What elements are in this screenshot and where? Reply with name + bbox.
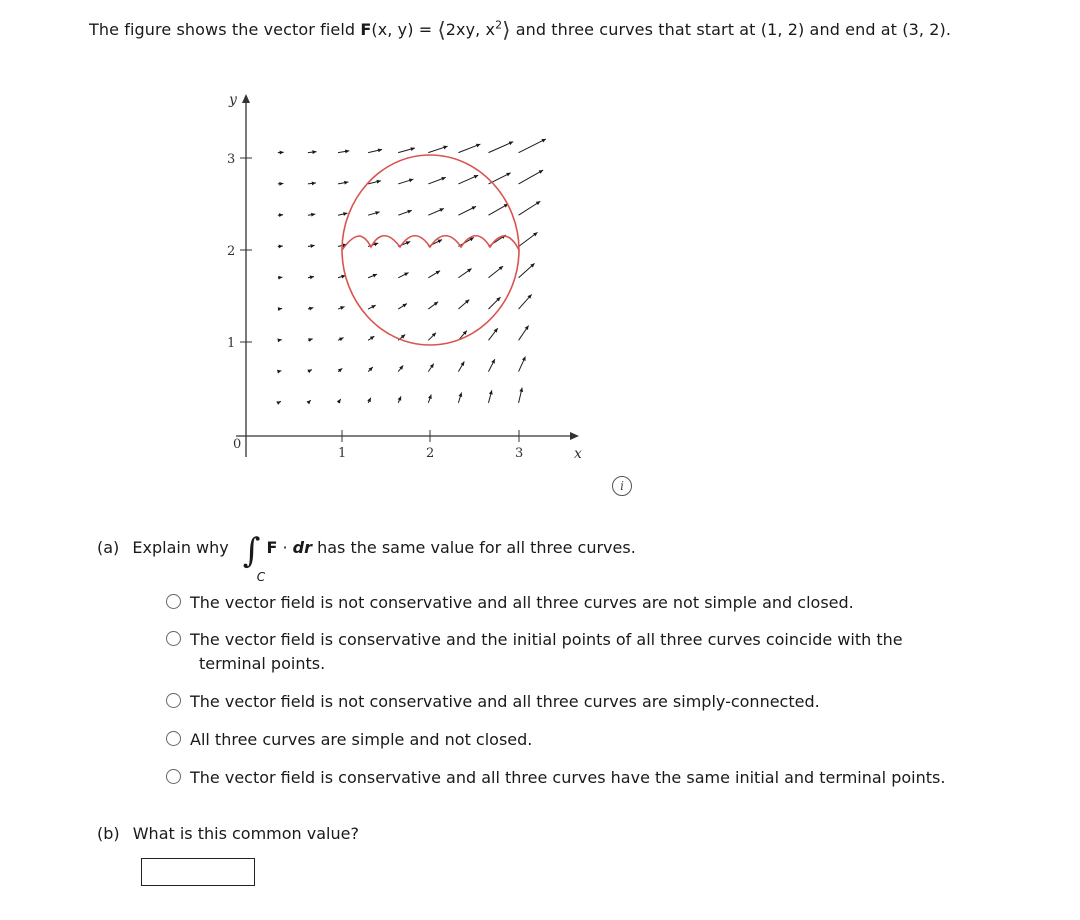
- field-arrowhead: [343, 212, 347, 216]
- field-args: (x, y) =: [371, 20, 438, 39]
- option-line: The vector field is not conservative and all three curves are simply-connected.: [190, 692, 820, 711]
- part-a-suffix: has the same value for all three curves.: [312, 538, 636, 557]
- part-a-question: [97, 531, 636, 584]
- field-arrowhead: [276, 401, 280, 405]
- x-tick-label-1: 1: [338, 446, 347, 461]
- info-icon[interactable]: i: [612, 476, 632, 496]
- field-arrowhead: [280, 151, 284, 155]
- field-arrowhead: [525, 326, 529, 330]
- field-arrowhead: [337, 399, 341, 403]
- option-line: The vector field is conservative and the initial points of all three curves coincide with the: [190, 630, 903, 649]
- integrand-F: F: [266, 538, 278, 557]
- radio-button[interactable]: [166, 631, 181, 646]
- field-arrowhead: [378, 148, 382, 152]
- field-arrowhead: [345, 149, 349, 153]
- y-axis-label: y: [229, 92, 237, 108]
- field-arrowhead: [409, 179, 413, 183]
- x-axis-arrowhead: [570, 432, 579, 440]
- field-arrow: [488, 142, 513, 153]
- radio-button[interactable]: [166, 731, 181, 746]
- lower-curve: [342, 250, 519, 345]
- right-angle-bracket: ⟩: [502, 18, 511, 42]
- field-arrowhead: [308, 338, 312, 342]
- field-arrowhead: [279, 213, 283, 217]
- field-arrowhead: [277, 338, 281, 342]
- x-axis-label: x: [574, 446, 582, 462]
- part-b-question: [97, 824, 359, 843]
- part-b-label: (b): [97, 824, 120, 843]
- left-angle-bracket: ⟨: [437, 18, 446, 42]
- option-line: terminal points.: [199, 654, 326, 673]
- field-exponent: 2: [495, 18, 503, 32]
- option-label: [190, 628, 903, 676]
- radio-button[interactable]: [166, 769, 181, 784]
- dot-operator: ·: [277, 538, 293, 557]
- option-5[interactable]: [166, 766, 945, 790]
- field-name: F: [360, 20, 372, 39]
- problem-suffix: and three curves that start at (1, 2) and end at (3, 2).: [510, 20, 952, 39]
- option-2[interactable]: [166, 628, 903, 676]
- part-b-text: What is this common value?: [132, 824, 359, 843]
- field-arrowhead: [279, 244, 283, 248]
- integrand-dr: dr: [292, 538, 313, 557]
- option-4[interactable]: [166, 728, 532, 752]
- field-arrowhead: [374, 242, 378, 246]
- origin-label: 0: [233, 437, 242, 452]
- field-arrowhead: [306, 400, 310, 404]
- y-tick-label-2: 2: [227, 244, 236, 259]
- y-tick-label-3: 3: [227, 152, 236, 167]
- option-label: [190, 690, 820, 714]
- radio-button[interactable]: [166, 594, 181, 609]
- field-arrowhead: [430, 364, 434, 368]
- field-arrowhead: [519, 388, 523, 392]
- field-arrowhead: [443, 146, 447, 150]
- integral-subscript: C: [256, 570, 266, 584]
- field-arrowhead: [428, 395, 432, 399]
- problem-prefix: The figure shows the vector field: [89, 20, 361, 39]
- field-component-1: 2xy, x: [445, 20, 496, 39]
- option-line: The vector field is conservative and all three curves have the same initial and terminal points.: [190, 768, 946, 787]
- part-a-label: (a): [97, 538, 120, 557]
- option-3[interactable]: [166, 690, 820, 714]
- vector-field-arrows: [276, 139, 546, 405]
- radio-button[interactable]: [166, 693, 181, 708]
- field-arrowhead: [310, 275, 314, 279]
- upper-curve: [342, 155, 519, 250]
- y-tick-label-1: 1: [227, 336, 236, 351]
- part-a-prefix: Explain why: [132, 538, 229, 557]
- field-arrowhead: [344, 181, 348, 185]
- answer-input[interactable]: [141, 858, 255, 886]
- option-line: All three curves are simple and not closed.: [190, 730, 533, 749]
- field-arrowhead: [279, 182, 283, 186]
- field-arrow: [519, 139, 546, 153]
- option-line: The vector field is not conservative and all three curves are not simple and closed.: [190, 593, 854, 612]
- field-arrowhead: [407, 210, 411, 214]
- y-axis-arrowhead: [242, 94, 250, 103]
- option-1[interactable]: [166, 591, 854, 615]
- field-arrow: [519, 170, 544, 184]
- field-arrowhead: [310, 244, 314, 248]
- line-integral-symbol: ∫ C: [243, 541, 261, 561]
- option-label: [190, 591, 854, 615]
- wavy-curve: [342, 236, 519, 250]
- x-tick-label-2: 2: [426, 446, 435, 461]
- option-label: [190, 766, 945, 790]
- x-tick-label-3: 3: [515, 446, 524, 461]
- option-label: [190, 728, 532, 752]
- field-arrowhead: [467, 269, 471, 273]
